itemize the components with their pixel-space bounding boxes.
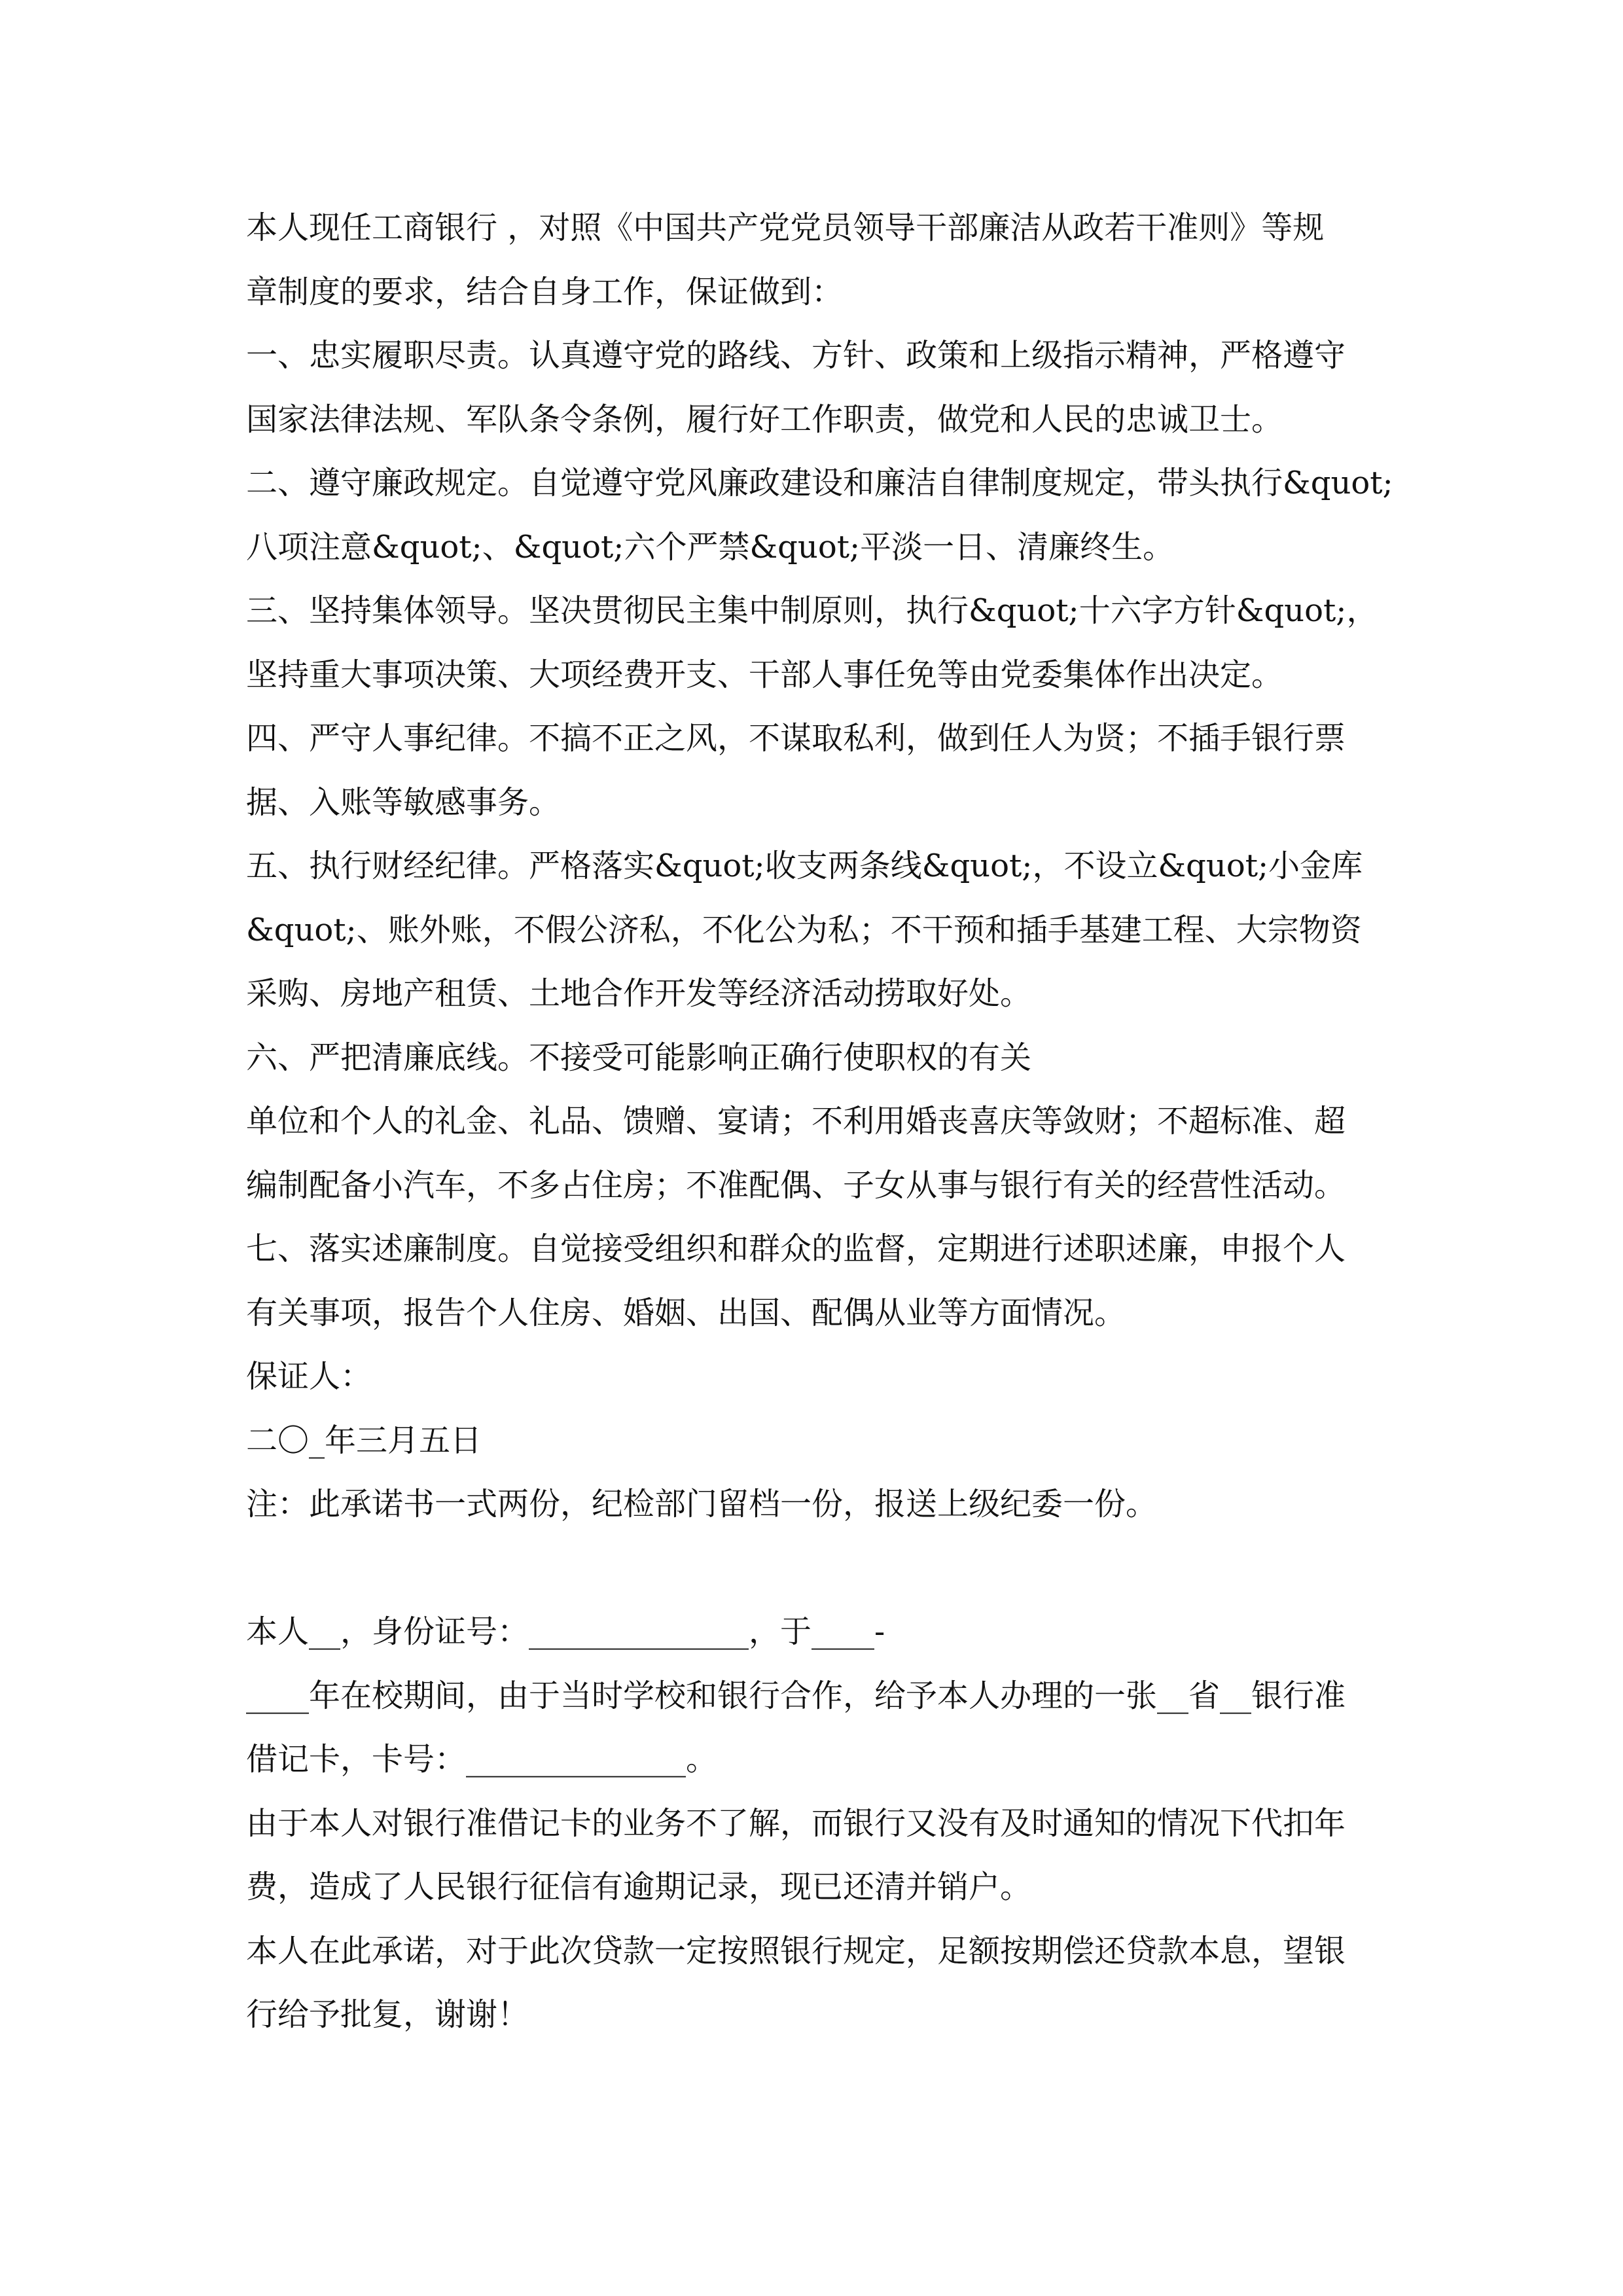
loan-commitment-section <box>246 1600 1398 2047</box>
text-line: &quot;、账外账，不假公济私，不化公为私；不干预和插手基建工程、大宗物资 <box>246 911 1362 948</box>
text-line: 国家法律法规、军队条令条例，履行好工作职责，做党和人民的忠诚卫士。 <box>246 401 1283 438</box>
text-line: 二、遵守廉政规定。自觉遵守党风廉政建设和廉洁自律制度规定，带头执行&quot; <box>246 465 1393 501</box>
text-line: 保证人： <box>246 1358 372 1395</box>
text-line: 本人现任工商银行 ，对照《中国共产党党员领导干部廉洁从政若干准则》等规 <box>246 209 1325 246</box>
text-line: 本人__，身份证号：______________，于____- <box>246 1613 885 1650</box>
text-line: 采购、房地产租赁、土地合作开发等经济活动捞取好处。 <box>246 975 1032 1012</box>
text-line: 编制配备小汽车，不多占住房；不准配偶、子女从事与银行有关的经营性活动。 <box>246 1166 1346 1204</box>
integrity-pledge-section <box>246 196 1398 1537</box>
section-gap <box>246 1537 1398 1601</box>
text-line: 七、落实述廉制度。自觉接受组织和群众的监督，定期进行述职述廉，申报个人 <box>246 1230 1346 1267</box>
text-line: 由于本人对银行准借记卡的业务不了解，而银行又没有及时通知的情况下代扣年 <box>246 1804 1346 1842</box>
text-line: 八项注意&quot;、&quot;六个严禁&quot;平淡一日、清廉终生。 <box>246 528 1175 565</box>
text-line: ____年在校期间，由于当时学校和银行合作，给予本人办理的一张__省__银行准 <box>246 1677 1346 1714</box>
text-line: 坚持重大事项决策、大项经费开支、干部人事任免等由党委集体作出决定。 <box>246 656 1283 693</box>
text-line: 四、严守人事纪律。不搞不正之风，不谋取私利，做到任人为贤；不插手银行票 <box>246 720 1346 757</box>
text-line: 六、严把清廉底线。不接受可能影响正确行使职权的有关 <box>246 1039 1032 1076</box>
text-line: 注：此承诺书一式两份，纪检部门留档一份，报送上级纪委一份。 <box>246 1486 1158 1522</box>
text-line: 单位和个人的礼金、礼品、馈赠、宴请；不利用婚丧喜庆等敛财；不超标准、超 <box>246 1103 1346 1139</box>
text-line: 五、执行财经纪律。严格落实&quot;收支两条线&quot;，不设立&quot;小金库 <box>246 848 1363 884</box>
text-line: 一、忠实履职尽责。认真遵守党的路线、方针、政策和上级指示精神，严格遵守 <box>246 337 1346 374</box>
text-line: 有关事项，报告个人住房、婚姻、出国、配偶从业等方面情况。 <box>246 1294 1126 1331</box>
text-line: 本人在此承诺，对于此次贷款一定按照银行规定，足额按期偿还贷款本息，望银 <box>246 1932 1346 1969</box>
text-line: 二〇_年三月五日 <box>246 1422 482 1459</box>
text-line: 借记卡，卡号：______________。 <box>246 1741 718 1778</box>
text-line: 据、入账等敏感事务。 <box>246 783 561 821</box>
text-line: 三、坚持集体领导。坚决贯彻民主集中制原则，执行&quot;十六字方针&quot;， <box>246 592 1378 629</box>
document-body <box>246 196 1398 2047</box>
text-line: 章制度的要求，结合自身工作，保证做到： <box>246 273 844 310</box>
text-line: 费，造成了人民银行征信有逾期记录，现已还清并销户。 <box>246 1869 1032 1905</box>
text-line: 行给予批复，谢谢！ <box>246 1996 529 2033</box>
